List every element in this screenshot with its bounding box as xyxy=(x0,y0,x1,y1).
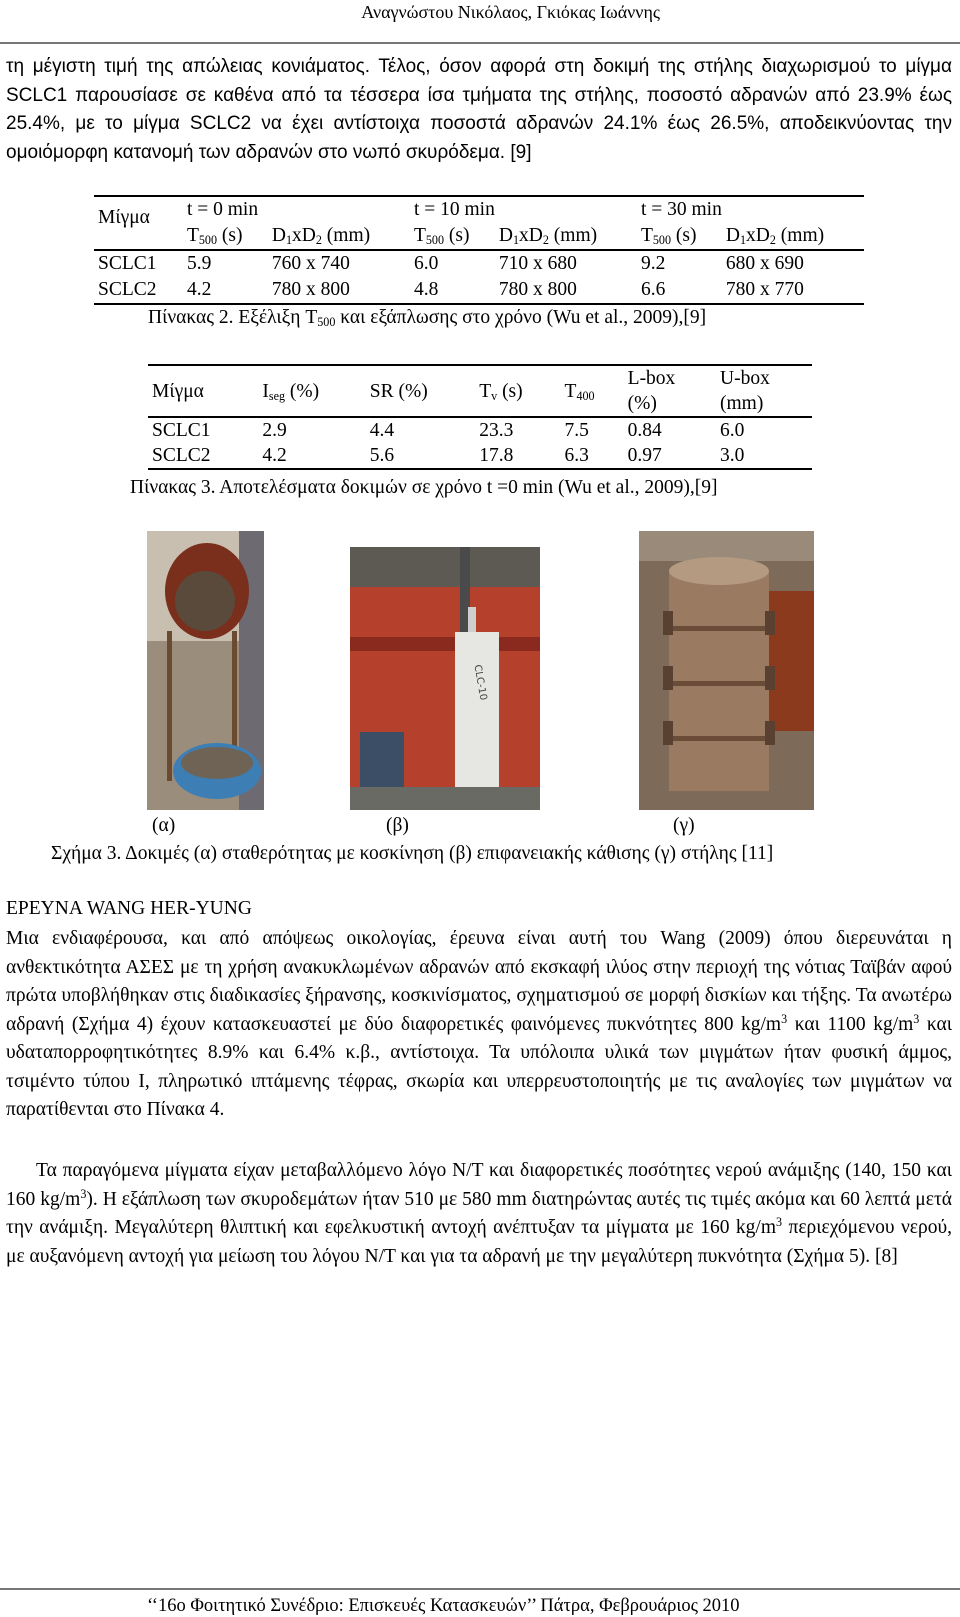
group-header: t = 0 min xyxy=(186,199,259,220)
t400-header: $T_{400}$ xyxy=(564,380,595,403)
table-row: SCLC1 2.9 4.4 23.3 7.5 0.84 6.0 xyxy=(152,420,745,441)
group-header: t = 30 min xyxy=(640,199,722,220)
sr-header: SR (%) xyxy=(369,380,428,402)
figure-label-a: (α) xyxy=(152,815,176,836)
col-mix: Μίγμα xyxy=(152,380,204,402)
page-footer xyxy=(0,1588,960,1616)
group-header: t = 10 min xyxy=(413,199,495,220)
section-heading: ΕΡΕΥΝΑ WANG HER-YUNG xyxy=(6,898,252,919)
table-3 xyxy=(148,364,812,470)
col-mix: Μίγμα xyxy=(98,207,150,228)
footer-text: ‘‘16ο Φοιτητικό Συνέδριο: Επισκευές Κατασκευών’’ Πάτρα, Φεβρουάριος 2010 xyxy=(147,1596,740,1616)
diam-header: $D_1xD_2$ (mm) xyxy=(271,225,371,247)
t500-header: $T_{500}$ (s) xyxy=(413,225,470,247)
running-title: Αναγνώστου Νικόλαος, Γκιόκας Ιωάννης xyxy=(361,2,660,22)
diam-header: $D_1xD_2$ (mm) xyxy=(725,225,825,247)
table-row: SCLC2 4.2 5.6 17.8 6.3 0.97 3.0 xyxy=(148,443,812,469)
t500-header: $T_{500}$ (s) xyxy=(640,225,697,247)
diam-header: $D_1xD_2$ (mm) xyxy=(498,225,598,247)
table-2-caption: Πίνακας 2. Εξέλιξη $T_{500}$ και εξάπλωσης στο χρόνο (Wu et al., 2009),[9] xyxy=(148,307,707,329)
t500-header: $T_{500}$ (s) xyxy=(186,225,243,247)
lbox-header: L-box (%) xyxy=(627,368,676,414)
photo-specimen-label: CLC-10 xyxy=(471,663,489,702)
photo-settlement-test xyxy=(350,547,540,810)
figure-3-caption: Σχήμα 3. Δοκιμές (α) σταθερότητας με κοσκίνηση (β) επιφανειακής κάθισης (γ) στήλης [11] xyxy=(51,843,774,864)
table-row: SCLC2 4.2 780 x 800 4.8 780 x 800 6.6 780 x 770 xyxy=(94,277,864,304)
figure-label-c: (γ) xyxy=(673,815,695,836)
table-row: SCLC1 5.9 760 x 740 6.0 710 x 680 9.2 680 x 690 xyxy=(98,253,804,274)
intro-paragraph: τη μέγιστη τιμή της απώλειας κονιάματος. Τέλος, όσον αφορά στη δοκιμή της στήλης διαχωρισμού το μίγμα SCLC1 παρουσίασε σε καθένα από τα τέσσερα ίσα τμήματα της στήλης, ποσοστό αδρανών από 23.9% έως 25.4%, με το μίγμα SCLC2 να έχει αντίστοιχα ποσοστά αδρανών 24.1% έως 26.5%, αποδεικνύοντας την ομοιόμορφη κατανομή των αδρανών στο νωπό σκυρόδεμα. [9] xyxy=(6,56,952,163)
iseg-header: $I_{seg}$ (%) xyxy=(262,380,320,403)
section-paragraph-2: Τα παραγόμενα μίγματα είχαν μεταβαλλόμενο λόγο Ν/Τ και διαφορετικές ποσότητες νερού ανάμιξης (140, 150 και 160 $kg/m^3$). Η εξάπλωση των σκυροδεμάτων ήταν 510 με 580 mm διατηρώντας αυτές τις τιμές ακόμα και 60 λεπτά μετά την ανάμιξη. Μεγαλύτερη θλιπτική και εφελκυστική αντοχή ανέπτυξαν τα μίγματα με 160 $kg/m^3$ περιεχόμενου νερού, με αυξανόμενη αντοχή για μείωση του λόγου Ν/Τ και για τα αδρανή με την μεγαλύτερη πυκνότητα (Σχήμα 5). [8] xyxy=(6,1160,952,1267)
page-header xyxy=(0,0,960,44)
section-paragraph-1: Μια ενδιαφέρουσα, και από απόψεως οικολογίας, έρευνα είναι αυτή του Wang (2009) όπου διερευνάται η ανθεκτικότητα ΑΣΕΣ με τη χρήση ανακυκλωμένων αδρανών από εκσκαφή ιλύος στην περιοχή της νότιας Ταϊβάν αφού πρώτα υποβλήθηκαν στις διαδικασίες ξήρανσης, κοσκινίσματος, σχηματισμού σε μορφή δισκίων και τήξης. Τα ανωτέρω αδρανή (Σχήμα 4) έχουν κατασκευαστεί με δύο διαφορετικές φαινόμενες πυκνότητες 800 $kg/m^3$ και 1100 $kg/m^3$ και υδαταπορροφητικότητες 8.9% και 6.4% κ.β., αντίστοιχα. Τα υπόλοιπα υλικά των μιγμάτων ήταν φυσική άμμος, τσιμέντο τύπου Ι, πληρωτικό ιπτάμενης τέφρας, σκωρία και υπερρευστοποιητής με τις αναλογίες των μιγμάτων να παρατίθενται στο Πίνακα 4. xyxy=(6,928,952,1120)
photo-column-test xyxy=(639,531,814,810)
photo-sieve-test xyxy=(147,531,264,810)
figure-label-b: (β) xyxy=(386,815,409,836)
table-3-caption: Πίνακας 3. Αποτελέσματα δοκιμών σε χρόνο t =0 min (Wu et al., 2009),[9] xyxy=(130,477,718,498)
ubox-header: U-box (mm) xyxy=(720,368,770,414)
tv-header: $T_v$ (s) xyxy=(479,380,523,403)
table-2 xyxy=(94,195,864,305)
